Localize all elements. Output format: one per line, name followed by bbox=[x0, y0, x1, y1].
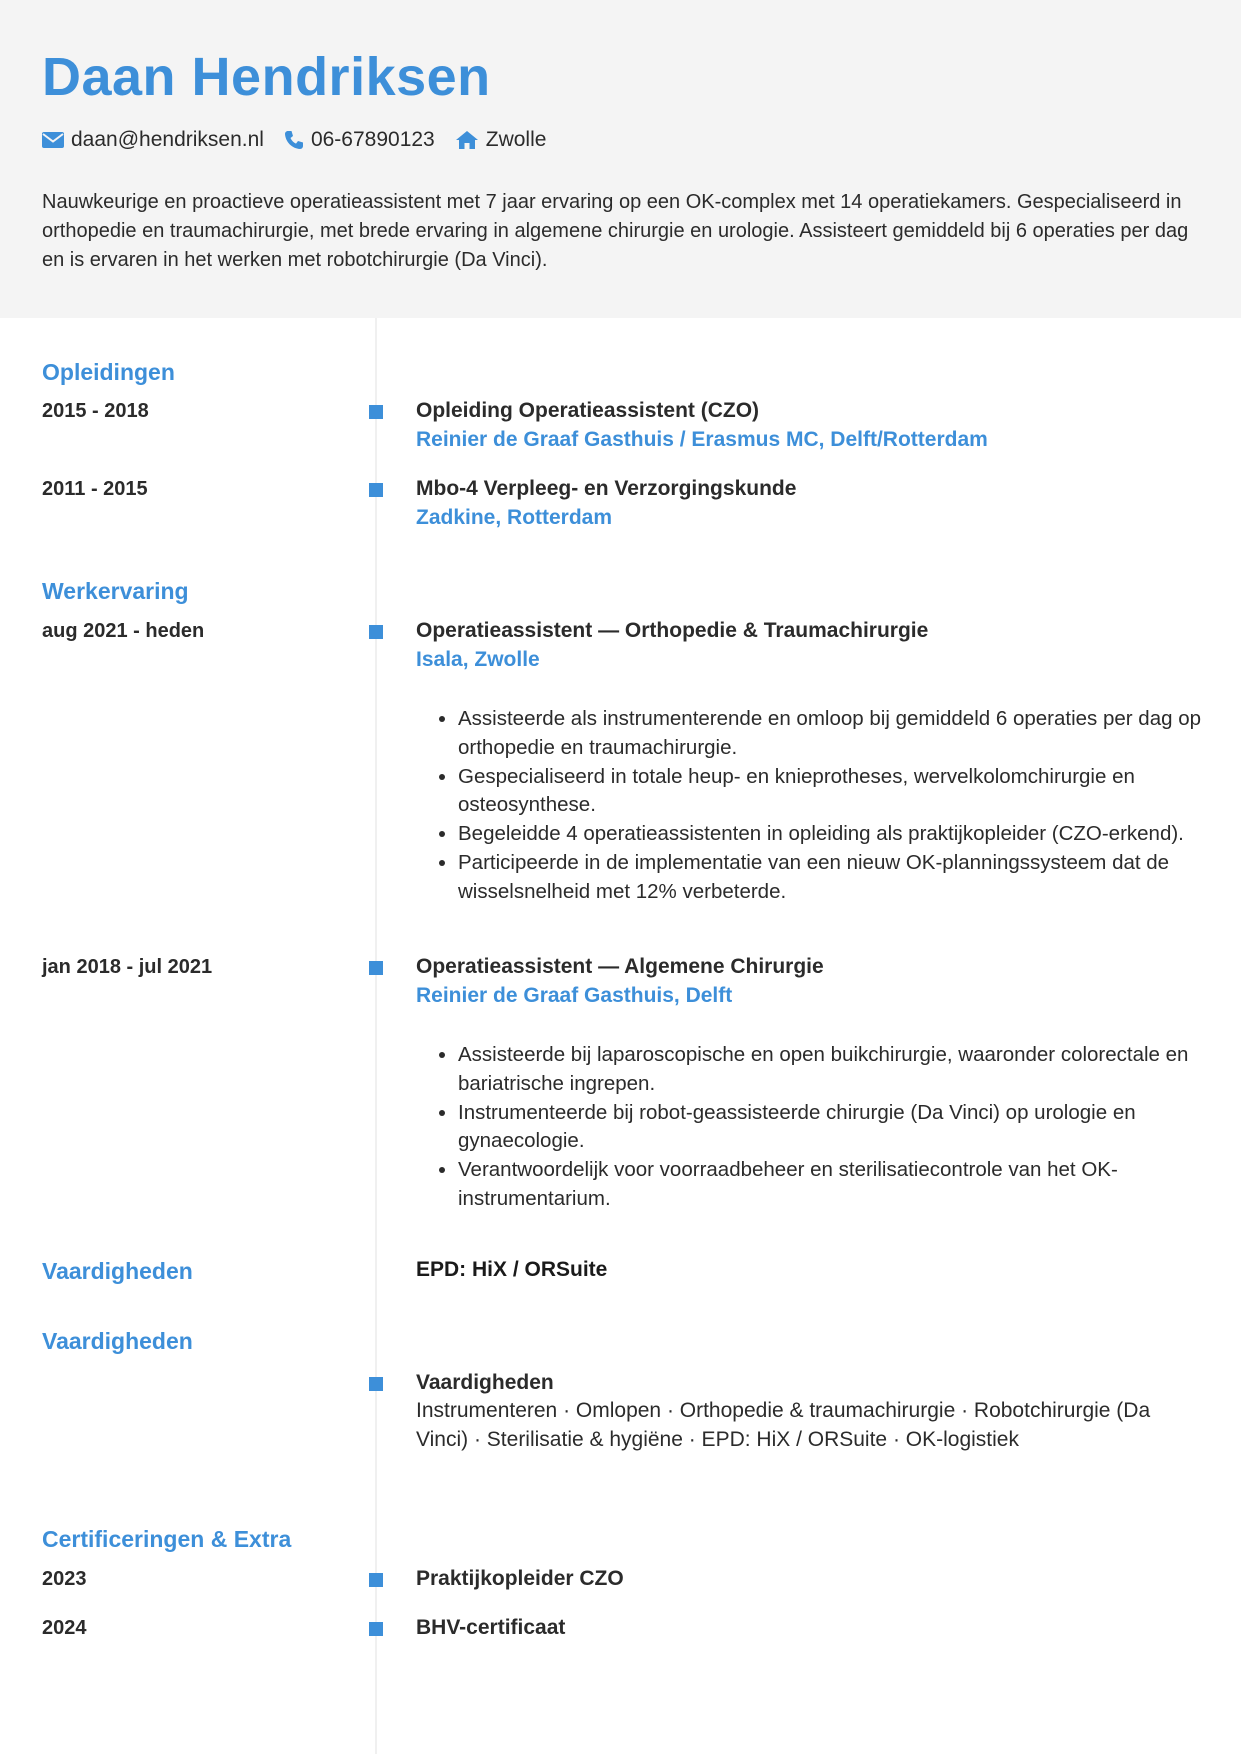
timeline-marker bbox=[369, 625, 383, 639]
timeline-marker bbox=[369, 1622, 383, 1636]
candidate-name: Daan Hendriksen bbox=[42, 47, 491, 107]
skills-entry-title: Vaardigheden bbox=[416, 1371, 554, 1394]
timeline-marker bbox=[369, 1377, 383, 1391]
home-icon bbox=[455, 130, 479, 150]
education-date: 2011 - 2015 bbox=[42, 478, 148, 500]
certification-date: 2023 bbox=[42, 1568, 87, 1590]
timeline-marker bbox=[369, 483, 383, 497]
education-date: 2015 - 2018 bbox=[42, 400, 149, 422]
email-text[interactable]: daan@hendriksen.nl bbox=[71, 128, 264, 151]
skills-list: Instrumenteren · Omlopen · Orthopedie & traumachirurgie · Robotchirurgie (Da Vinci) · Sterilisatie & hygiëne · EPD: HiX / ORSuite · OK-logistiek bbox=[416, 1399, 1151, 1451]
timeline-marker bbox=[369, 961, 383, 975]
section-title-certifications: Certificeringen & Extra bbox=[42, 1526, 292, 1552]
list-item: • Assisteerde bij laparoscopische en open buikchirurgie, waaronder colorectale en bariatrische ingrepen. bbox=[458, 1041, 1238, 1099]
education-title: Mbo-4 Verpleeg- en Verzorgingskunde bbox=[416, 477, 797, 500]
contact-city bbox=[455, 128, 547, 152]
list-item: • Instrumenteerde bij robot-geassisteerde chirurgie (Da Vinci) op urologie en gynaecologie. bbox=[458, 1099, 1238, 1157]
section-title-skills: Vaardigheden bbox=[42, 1258, 193, 1284]
envelope-icon bbox=[42, 132, 64, 148]
contact-phone bbox=[284, 128, 435, 152]
list-item: • Assisteerde als instrumenterende en omloop bij gemiddeld 6 operaties per dag op orthopedie en traumachirurgie. bbox=[458, 705, 1238, 763]
experience-date: jan 2018 - jul 2021 bbox=[42, 956, 213, 978]
certification-title: Praktijkopleider CZO bbox=[416, 1567, 624, 1590]
education-institution: Zadkine, Rotterdam bbox=[416, 506, 613, 529]
experience-bullets bbox=[416, 1041, 1238, 1214]
phone-text[interactable]: 06-67890123 bbox=[310, 128, 435, 151]
section-title-experience: Werkervaring bbox=[42, 578, 189, 604]
phone-icon bbox=[284, 130, 304, 150]
section-title-education: Opleidingen bbox=[42, 359, 175, 385]
list-item: • Begeleidde 4 operatieassistenten in opleiding als praktijkopleider (CZO-erkend). bbox=[458, 820, 1238, 849]
section-title-skills: Vaardigheden bbox=[42, 1328, 193, 1354]
list-item: • Participeerde in de implementatie van een nieuw OK-planningssysteem dat de wisselsnelheid met 12% verbeterde. bbox=[458, 849, 1238, 907]
contact-row bbox=[42, 128, 566, 152]
experience-title: Operatieassistent — Algemene Chirurgie bbox=[416, 955, 824, 978]
certification-date: 2024 bbox=[42, 1617, 87, 1639]
profile-summary: Nauwkeurige en proactieve operatieassistent met 7 jaar ervaring op een OK-complex met 14 operatiekamers. Gespecialiseerd in orthopedie en traumachirurgie, met brede ervaring in algemene chirurgie en urologie. Assisteert gemiddeld bij 6 operaties per dag en is ervaren in het werken met robotchirurgie (Da Vinci). bbox=[42, 191, 1189, 271]
header bbox=[0, 0, 1241, 318]
certification-title: BHV-certificaat bbox=[416, 1616, 566, 1639]
timeline-marker bbox=[369, 1573, 383, 1587]
experience-employer: Reinier de Graaf Gasthuis, Delft bbox=[416, 984, 733, 1007]
experience-bullets bbox=[416, 705, 1238, 907]
timeline-marker bbox=[369, 405, 383, 419]
experience-title: Operatieassistent — Orthopedie & Traumachirurgie bbox=[416, 619, 929, 642]
list-item: • Verantwoordelijk voor voorraadbeheer en sterilisatiecontrole van het OK-instrumentarium. bbox=[458, 1156, 1238, 1214]
list-item: • Gespecialiseerd in totale heup- en knieprotheses, wervelkolomchirurgie en osteosynthese. bbox=[458, 763, 1238, 821]
timeline-divider bbox=[375, 318, 377, 1754]
skills-value: EPD: HiX / ORSuite bbox=[416, 1258, 608, 1281]
contact-email bbox=[42, 128, 264, 152]
education-institution: Reinier de Graaf Gasthuis / Erasmus MC, Delft/Rotterdam bbox=[416, 428, 988, 451]
experience-employer: Isala, Zwolle bbox=[416, 648, 540, 671]
education-title: Opleiding Operatieassistent (CZO) bbox=[416, 399, 760, 422]
city-text: Zwolle bbox=[485, 128, 547, 151]
experience-date: aug 2021 - heden bbox=[42, 620, 205, 642]
